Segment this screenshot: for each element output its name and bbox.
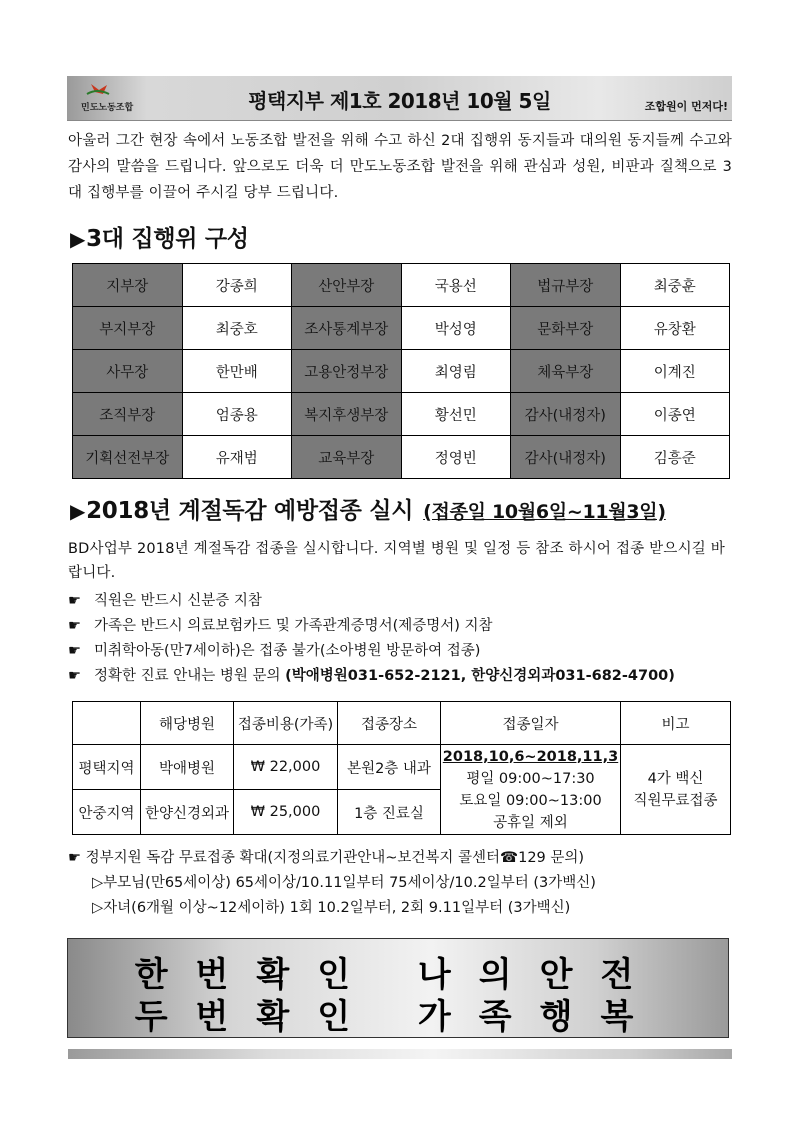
member-name-cell: 엄종용 bbox=[182, 393, 292, 436]
list-item: ☛ 정부지원 독감 무료접종 확대(지정의료기관안내~보건복지 콜센터☎129 문의) bbox=[68, 850, 585, 866]
list-item: ☛ 가족은 반드시 의료보험카드 및 가족관계증명서(제증명서) 지참 bbox=[68, 614, 748, 639]
member-name-cell: 강종희 bbox=[182, 264, 292, 307]
vaccine-bullet-list bbox=[68, 589, 748, 689]
svg-text:민도노동조합: 민도노동조합 bbox=[81, 103, 134, 113]
cost-cell: ₩ 22,000 bbox=[234, 745, 338, 790]
member-name-cell: 이종연 bbox=[620, 393, 730, 436]
newsletter-title: 평택지부 제1호 2018년 10월 5일 bbox=[248, 89, 551, 113]
role-cell: 교육부장 bbox=[292, 436, 402, 479]
list-item: ▷부모님(만65세이상) 65세이상/10.11일부터 75세이상/10.2일부터 (3가백신) bbox=[92, 875, 596, 891]
hospital-cell: 박애병원 bbox=[141, 745, 234, 790]
member-name-cell: 국용선 bbox=[401, 264, 511, 307]
list-item: ☛ 정확한 진료 안내는 병원 문의 (박애병원031-652-2121, 한양신경외과031-682-4700) bbox=[68, 664, 748, 689]
table-header-cell: 비고 bbox=[621, 702, 731, 745]
intro-paragraph: 아울러 그간 현장 속에서 노동조합 발전을 위해 수고 하신 2대 집행위 동지들과 대의원 동지들께 수고와 감사의 말씀을 드립니다. 앞으로도 더욱 더 만도노동조합 발전을 위해 관심과 성원, 비판과 질책으로 3대 집행부를 이끌어 주시길 당부 드립니다. bbox=[68, 133, 732, 201]
list-item: ☛ 미취학아동(만7세이하)은 접종 불가(소아병원 방문하여 접종) bbox=[68, 639, 748, 664]
table-row bbox=[73, 745, 731, 790]
role-cell: 문화부장 bbox=[511, 307, 621, 350]
role-cell: 복지후생부장 bbox=[292, 393, 402, 436]
list-item: ☛ 직원은 반드시 신분증 지참 bbox=[68, 589, 748, 614]
vaccine-period: (접종일 10월6일~11월3일) bbox=[423, 501, 666, 523]
newsletter-slogan: 조합원이 먼저다! bbox=[644, 100, 728, 113]
table-header-row bbox=[73, 702, 731, 745]
table-header-cell bbox=[73, 702, 141, 745]
hospital-contacts: (박애병원031-652-2121, 한양신경외과031-682-4700) bbox=[285, 668, 675, 684]
member-name-cell: 최영림 bbox=[401, 350, 511, 393]
banner-line: 두번확인 가족행복 bbox=[134, 997, 662, 1037]
table-row bbox=[73, 264, 730, 307]
table-header-cell: 접종일자 bbox=[441, 702, 621, 745]
role-cell: 조직부장 bbox=[73, 393, 183, 436]
member-name-cell: 한만배 bbox=[182, 350, 292, 393]
role-cell: 고용안정부장 bbox=[292, 350, 402, 393]
role-cell: 감사(내정자) bbox=[511, 436, 621, 479]
safety-slogan-banner bbox=[67, 938, 729, 1038]
cost-cell: ₩ 25,000 bbox=[234, 790, 338, 835]
section-heading-executive: ▶3대 집행위 구성 bbox=[70, 226, 249, 252]
member-name-cell: 유재범 bbox=[182, 436, 292, 479]
member-name-cell: 김흥준 bbox=[620, 436, 730, 479]
role-cell: 감사(내정자) bbox=[511, 393, 621, 436]
footer-divider bbox=[68, 1049, 732, 1059]
triangle-marker-icon: ▶ bbox=[70, 227, 86, 251]
member-name-cell: 박성영 bbox=[401, 307, 511, 350]
note-cell: 4가 백신 직원무료접종 bbox=[621, 745, 731, 835]
table-row bbox=[73, 436, 730, 479]
vaccine-schedule-table bbox=[72, 701, 731, 835]
member-name-cell: 최중훈 bbox=[620, 264, 730, 307]
pointing-hand-icon: ☛ bbox=[68, 643, 81, 659]
vaccine-notice-paragraph: BD사업부 2018년 계절독감 접종을 실시합니다. 지역별 병원 및 일정 등 참조 하시어 접종 받으시길 바랍니다. bbox=[68, 541, 726, 581]
pointing-hand-icon: ☛ bbox=[68, 668, 81, 684]
place-cell: 본원2층 내과 bbox=[338, 745, 441, 790]
role-cell: 지부장 bbox=[73, 264, 183, 307]
member-name-cell: 정영빈 bbox=[401, 436, 511, 479]
place-cell: 1층 진료실 bbox=[338, 790, 441, 835]
executive-table bbox=[72, 263, 730, 479]
hospital-cell: 한양신경외과 bbox=[141, 790, 234, 835]
region-cell: 평택지역 bbox=[73, 745, 141, 790]
banner-line: 한번확인 나의안전 bbox=[134, 955, 662, 995]
table-header-cell: 해당병원 bbox=[141, 702, 234, 745]
table-row bbox=[73, 393, 730, 436]
role-cell: 부지부장 bbox=[73, 307, 183, 350]
member-name-cell: 최중호 bbox=[182, 307, 292, 350]
member-name-cell: 유창환 bbox=[620, 307, 730, 350]
table-row bbox=[73, 307, 730, 350]
schedule-cell: 2018,10,6~2018,11,3 평일 09:00~17:30 토요일 09:00~13:00 공휴일 제외 bbox=[441, 745, 621, 835]
role-cell: 체육부장 bbox=[511, 350, 621, 393]
table-row bbox=[73, 350, 730, 393]
role-cell: 사무장 bbox=[73, 350, 183, 393]
newsletter-header bbox=[67, 76, 732, 121]
pointing-hand-icon: ☛ bbox=[68, 593, 81, 609]
section-heading-flu-vaccine: ▶2018년 계절독감 예방접종 실시 (접종일 10월6일~11월3일) bbox=[70, 498, 666, 524]
member-name-cell: 황선민 bbox=[401, 393, 511, 436]
list-item: ▷자녀(6개월 이상~12세이하) 1회 10.2일부터, 2회 9.11일부터 (3가백신) bbox=[92, 900, 571, 916]
table-header-cell: 접종장소 bbox=[338, 702, 441, 745]
role-cell: 기획선전부장 bbox=[73, 436, 183, 479]
table-header-cell: 접종비용(가족) bbox=[234, 702, 338, 745]
role-cell: 조사통계부장 bbox=[292, 307, 402, 350]
role-cell: 산안부장 bbox=[292, 264, 402, 307]
free-vaccine-info bbox=[68, 846, 748, 921]
pointing-hand-icon: ☛ bbox=[68, 618, 81, 634]
triangle-marker-icon: ▶ bbox=[70, 499, 86, 523]
member-name-cell: 이계진 bbox=[620, 350, 730, 393]
role-cell: 법규부장 bbox=[511, 264, 621, 307]
region-cell: 안중지역 bbox=[73, 790, 141, 835]
